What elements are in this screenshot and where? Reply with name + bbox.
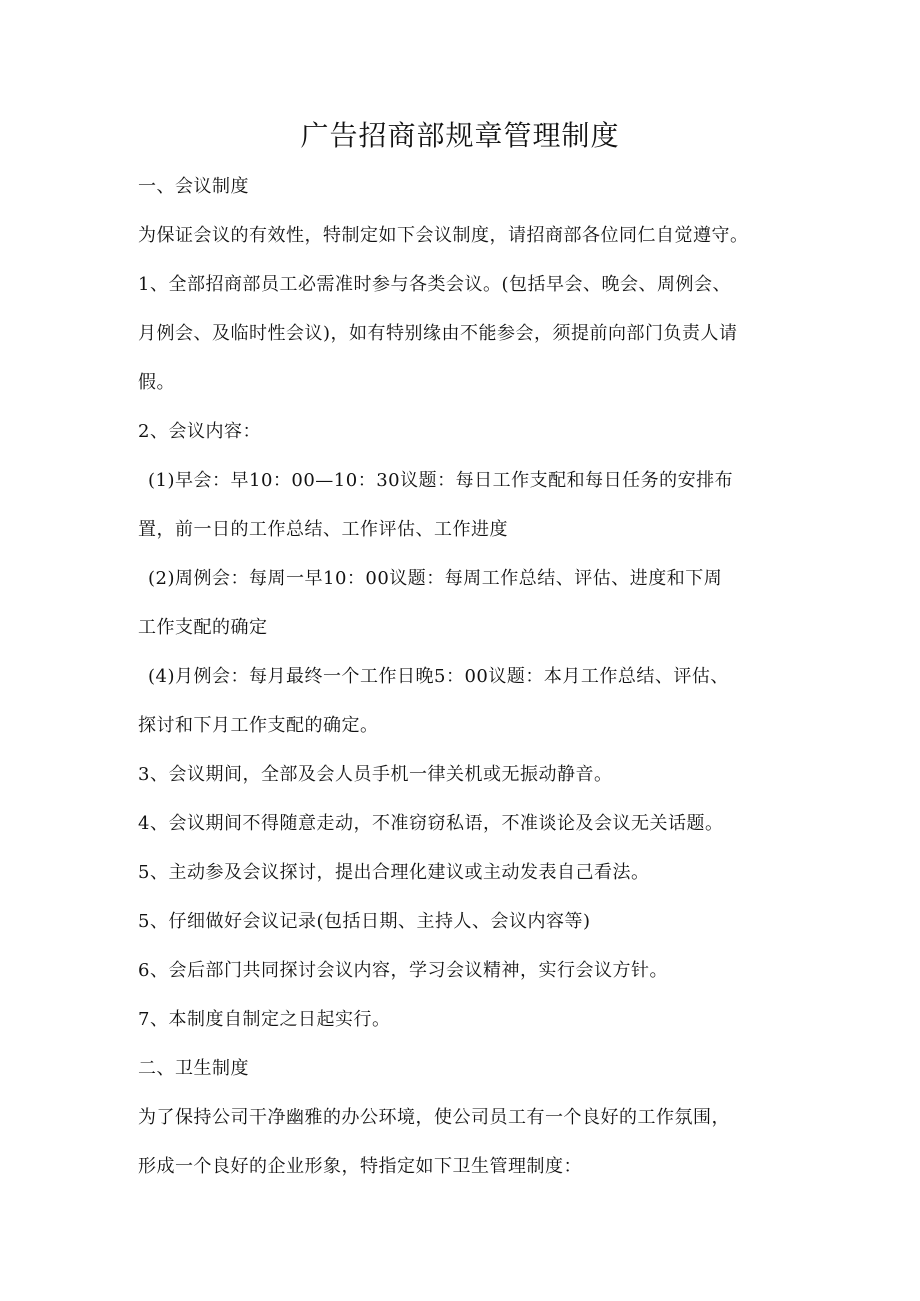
- paragraph-line: 5、主动参及会议探讨，提出合理化建议或主动发表自己看法。: [138, 862, 650, 883]
- paragraph-line: 置，前一日的工作总结、工作评估、工作进度: [138, 519, 508, 540]
- paragraph-line: 为了保持公司干净幽雅的办公环境，使公司员工有一个良好的工作氛围，: [138, 1107, 730, 1128]
- document-title: 广告招商部规章管理制度: [300, 119, 620, 152]
- paragraph-line: (1)早会：早10：00—10：30议题：每日工作支配和每日任务的安排布: [148, 470, 734, 491]
- paragraph-line: 1、全部招商部员工必需准时参与各类会议。(包括早会、晚会、周例会、: [138, 274, 731, 295]
- paragraph-line: 5、仔细做好会议记录(包括日期、主持人、会议内容等): [138, 911, 591, 932]
- paragraph-line: 为保证会议的有效性，特制定如下会议制度，请招商部各位同仁自觉遵守。: [138, 225, 749, 246]
- paragraph-line: 3、会议期间，全部及会人员手机一律关机或无振动静音。: [138, 764, 613, 785]
- paragraph-line: 形成一个良好的企业形象，特指定如下卫生管理制度：: [138, 1156, 582, 1177]
- paragraph-line: 假。: [138, 372, 175, 393]
- paragraph-line: 4、会议期间不得随意走动，不准窃窃私语，不准谈论及会议无关话题。: [138, 813, 724, 834]
- paragraph-line: 2、会议内容：: [138, 421, 261, 442]
- section-heading-meeting: 一、会议制度: [138, 176, 249, 197]
- section-heading-hygiene: 二、卫生制度: [138, 1058, 249, 1079]
- paragraph-line: 6、会后部门共同探讨会议内容，学习会议精神，实行会议方针。: [138, 960, 668, 981]
- paragraph-line: (2)周例会：每周一早10：00议题：每周工作总结、评估、进度和下周: [148, 568, 723, 589]
- paragraph-line: (4)月例会：每月最终一个工作日晚5：00议题：本月工作总结、评估、: [148, 666, 729, 687]
- paragraph-line: 7、本制度自制定之日起实行。: [138, 1009, 391, 1030]
- paragraph-line: 探讨和下月工作支配的确定。: [138, 715, 379, 736]
- paragraph-line: 工作支配的确定: [138, 617, 268, 638]
- paragraph-line: 月例会、及临时性会议)，如有特别缘由不能参会，须提前向部门负责人请: [138, 323, 738, 344]
